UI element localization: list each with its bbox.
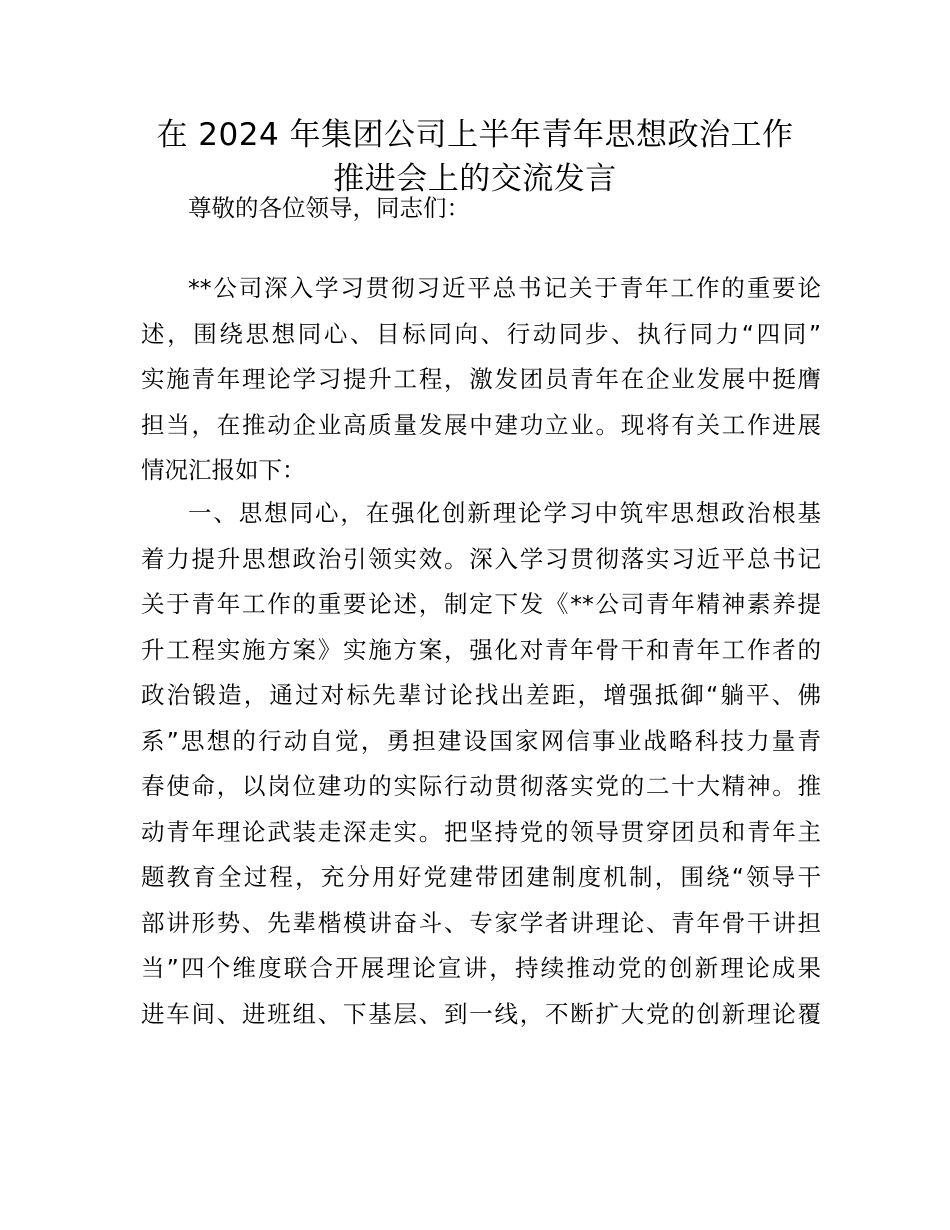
- paragraph-line: 系”思想的行动自觉，勇担建设国家网信事业战略科技力量青: [141, 726, 821, 755]
- paragraph-line: 实施青年理论学习提升工程，激发团员青年在企业发展中挺膺: [141, 365, 821, 393]
- greeting: [141, 186, 821, 232]
- document-title-line-2: 推进会上的交流发言: [333, 161, 617, 197]
- greeting-text: 尊敬的各位领导，同志们：: [188, 194, 470, 222]
- paragraph-line: 着力提升思想政治引领实效。深入学习贯彻落实习近平总书记: [141, 544, 821, 573]
- paragraph-line: **公司深入学习贯彻习近平总书记关于青年工作的重要论: [188, 274, 821, 302]
- paragraph-line: 升工程实施方案》实施方案，强化对青年骨干和青年工作者的: [141, 635, 821, 664]
- paragraph-line: 动青年理论武装走深走实。把坚持党的领导贯穿团员和青年主: [141, 817, 821, 846]
- paragraph-line: 担当，在推动企业高质量发展中建功立业。现将有关工作进展: [141, 410, 821, 439]
- paragraph-line: 一、思想同心，在强化创新理论学习中筑牢思想政治根基: [188, 499, 821, 527]
- paragraph-1: [141, 266, 821, 494]
- paragraph-line: 当”四个维度联合开展理论宣讲，持续推动党的创新理论成果: [141, 954, 821, 982]
- document-title-line-1: 在 2024 年集团公司上半年青年思想政治工作: [156, 117, 794, 153]
- paragraph-line: 春使命，以岗位建功的实际行动贯彻落实党的二十大精神。推: [141, 772, 821, 800]
- paragraph-2: [141, 491, 821, 1037]
- paragraph-line: 关于青年工作的重要论述，制定下发《**公司青年精神素养提: [141, 590, 821, 618]
- paragraph-line: 情况汇报如下：: [141, 456, 306, 484]
- paragraph-line: 题教育全过程，充分用好党建带团建制度机制，围绕“领导干: [141, 863, 821, 891]
- paragraph-line: 政治锻造，通过对标先辈讨论找出差距，增强抵御“躺平、佛: [141, 681, 821, 709]
- paragraph-line: 部讲形势、先辈楷模讲奋斗、专家学者讲理论、青年骨干讲担: [141, 908, 821, 937]
- paragraph-line: 述，围绕思想同心、目标同向、行动同步、执行同力“四同”: [141, 319, 821, 348]
- paragraph-line: 进车间、进班组、下基层、到一线，不断扩大党的创新理论覆: [141, 999, 821, 1028]
